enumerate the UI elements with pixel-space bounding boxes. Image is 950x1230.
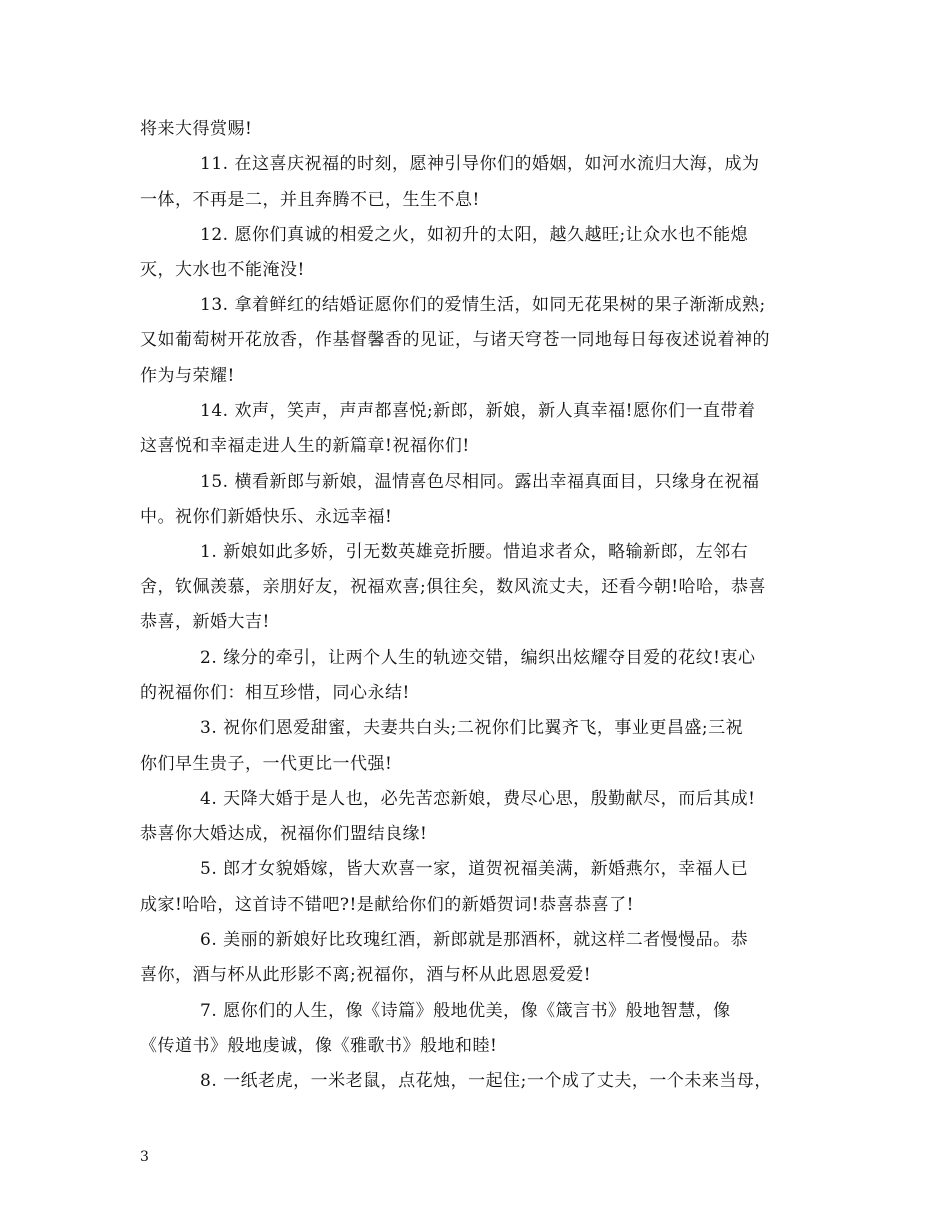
line-9: 这喜悦和幸福走进人生的新篇章!祝福你们! (140, 436, 470, 456)
line-12: 1. 新娘如此多娇，引无数英雄竞折腰。惜追求者众，略输新郎，左邻右 (200, 542, 749, 562)
line-14: 恭喜，新婚大吉! (140, 612, 270, 632)
line-8: 14. 欢声，笑声，声声都喜悦;新郎，新娘，新人真幸福!愿你们一直带着 (200, 401, 756, 421)
line-26: 《传道书》般地虔诚，像《雅歌书》般地和睦! (140, 1036, 498, 1056)
line-21: 5. 郎才女貌婚嫁，皆大欢喜一家，道贺祝福美满，新婚燕尔，幸福人已 (200, 859, 749, 879)
line-1: 11. 在这喜庆祝福的时刻，愿神引导你们的婚姻，如河水流归大海，成为 (200, 154, 760, 174)
line-23: 6. 美丽的新娘好比玫瑰红酒，新郎就是那酒杯，就这样二者慢慢品。恭 (200, 930, 749, 950)
page-number: 3 (140, 1149, 149, 1165)
line-7: 作为与荣耀! (140, 366, 235, 386)
line-13: 舍，钦佩羡慕，亲朋好友，祝福欢喜;俱往矣，数风流丈夫，还看今朝!哈哈，恭喜 (140, 577, 767, 597)
line-25: 7. 愿你们的人生，像《诗篇》般地优美，像《箴言书》般地智慧，像 (200, 1001, 731, 1021)
line-19: 4. 天降大婚于是人也，必先苦恋新娘，费尽心思，殷勤献尽，而后其成! (200, 789, 756, 809)
line-16: 的祝福你们：相互珍惜，同心永结! (140, 683, 410, 703)
line-4: 灭，大水也不能淹没! (140, 260, 305, 280)
line-27: 8. 一纸老虎，一米老鼠，点花烛，一起住;一个成了丈夫，一个未来当母， (200, 1071, 772, 1091)
line-11: 中。祝你们新婚快乐、永远幸福! (140, 507, 393, 527)
line-5: 13. 拿着鲜红的结婚证愿你们的爱情生活，如同无花果树的果子渐渐成熟; (200, 295, 766, 315)
line-20: 恭喜你大婚达成，祝福你们盟结良缘! (140, 824, 428, 844)
line-2: 一体，不再是二，并且奔腾不已，生生不息! (140, 190, 480, 210)
line-10: 15. 横看新郎与新娘，温情喜色尽相同。露出幸福真面目，只缘身在祝福 (200, 472, 760, 492)
line-17: 3. 祝你们恩爱甜蜜，夫妻共白头;二祝你们比翼齐飞，事业更昌盛;三祝 (200, 718, 744, 738)
line-15: 2. 缘分的牵引，让两个人生的轨迹交错，编织出炫耀夺目爱的花纹!衷心 (200, 648, 756, 668)
line-3: 12. 愿你们真诚的相爱之火，如初升的太阳，越久越旺;让众水也不能熄 (200, 225, 749, 245)
line-0: 将来大得赏赐! (140, 119, 253, 139)
line-22: 成家!哈哈，这首诗不错吧?!是献给你们的新婚贺词!恭喜恭喜了! (140, 895, 634, 915)
line-18: 你们早生贵子，一代更比一代强! (140, 754, 393, 774)
line-6: 又如葡萄树开花放香，作基督馨香的见证，与诸天穹苍一同地每日每夜述说着神的 (140, 330, 770, 350)
line-24: 喜你，酒与杯从此形影不离;祝福你，酒与杯从此恩恩爱爱! (140, 965, 592, 985)
